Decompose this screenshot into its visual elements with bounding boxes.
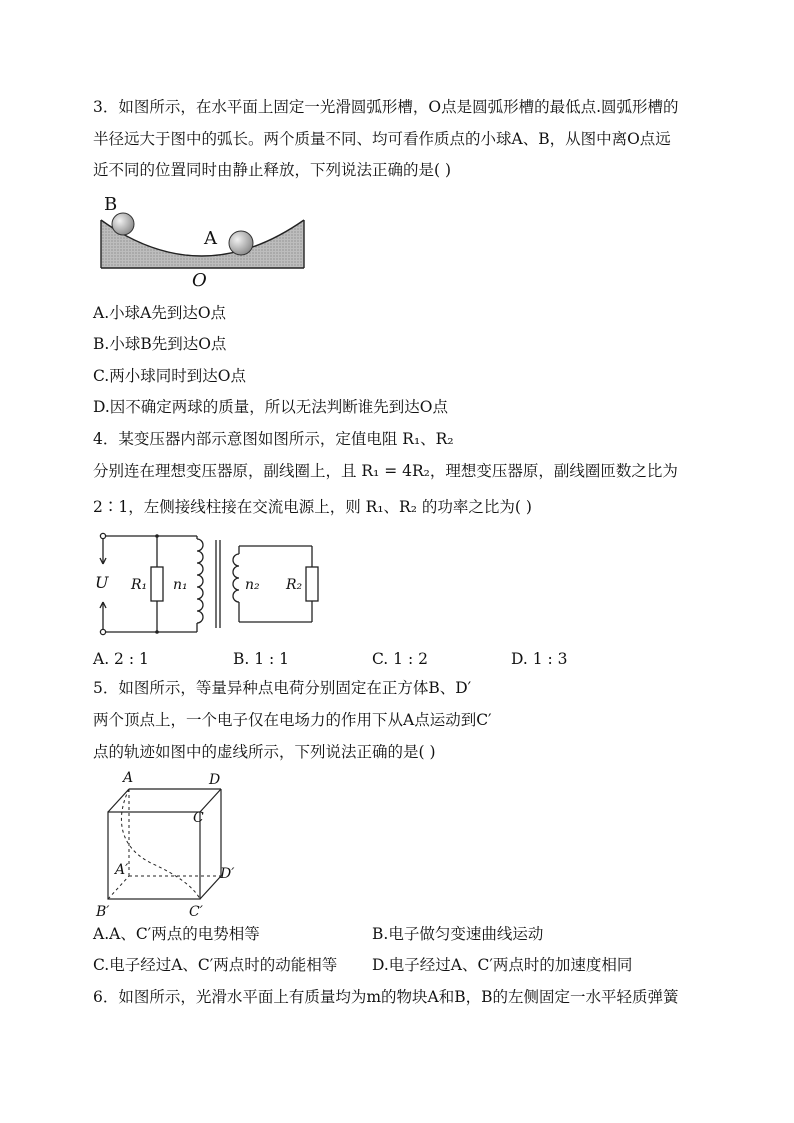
- q5-label-D: D: [209, 772, 221, 788]
- q5-stem-line-1: 5．如图所示，等量异种点电荷分别固定在正方体B、D′: [93, 679, 472, 697]
- q4-label-U: U: [95, 573, 109, 592]
- q3-label-A: A: [204, 228, 217, 249]
- q5-stem-line-2: 两个顶点上，一个电子仅在电场力的作用下从A点运动到C′: [93, 711, 492, 729]
- q5-label-A: A: [123, 770, 134, 786]
- q3-option-c: C.两小球同时到达O点: [93, 367, 246, 385]
- q5-label-B-prime: B′: [96, 904, 110, 920]
- q5-option-b: B.电子做匀变速曲线运动: [372, 925, 544, 943]
- q4-stem-line-1: 4．某变压器内部示意图如图所示，定值电阻 R₁、R₂: [93, 430, 454, 448]
- q4-stem-line-3: 2∶1，左侧接线柱接在交流电源上，则 R₁、R₂ 的功率之比为( ): [93, 498, 532, 516]
- q4-option-a: A. 2 : 1: [93, 650, 149, 668]
- q5-stem-line-3: 点的轨迹如图中的虚线所示，下列说法正确的是( ): [93, 743, 436, 761]
- q4-stem-line-2: 分别连在理想变压器原，副线圈上，且 R₁ = 4R₂，理想变压器原，副线圈匝数之比为: [93, 462, 678, 480]
- q4-label-R2: R₂: [286, 577, 303, 593]
- q5-label-D-prime: D′: [220, 866, 235, 882]
- q3-stem-line-3: 近不同的位置同时由静止释放，下列说法正确的是( ): [93, 161, 452, 179]
- q3-stem-line-1: 3．如图所示，在水平面上固定一光滑圆弧形槽，O点是圆弧形槽的最低点.圆弧形槽的: [93, 98, 679, 116]
- q3-label-B: B: [104, 194, 118, 215]
- q3-option-d: D.因不确定两球的质量，所以无法判断谁先到达O点: [93, 398, 449, 416]
- q6-stem-line-1: 6．如图所示，光滑水平面上有质量均为m的物块A和B，B的左侧固定一水平轻质弹簧: [93, 988, 679, 1006]
- q4-figure-transformer-circuit: [93, 530, 325, 640]
- q3-option-a: A.小球A先到达O点: [93, 304, 227, 322]
- q5-option-c: C.电子经过A、C′两点时的动能相等: [93, 956, 338, 974]
- q5-label-C-prime: C′: [189, 904, 203, 920]
- q3-label-O: O: [192, 270, 207, 291]
- q5-option-a: A.A、C′两点的电势相等: [93, 925, 260, 943]
- q5-label-C: C: [193, 810, 204, 826]
- q3-stem-line-2: 半径远大于图中的弧长。两个质量不同、均可看作质点的小球A、B，从图中离O点远: [93, 130, 671, 148]
- q4-option-d: D. 1 : 3: [511, 650, 568, 668]
- q4-option-b: B. 1 : 1: [233, 650, 290, 668]
- q5-option-d: D.电子经过A、C′两点时的加速度相同: [372, 956, 633, 974]
- q4-label-R1: R₁: [131, 577, 148, 593]
- q3-figure-arc-groove: [96, 192, 306, 291]
- q3-option-b: B.小球B先到达O点: [93, 335, 227, 353]
- q5-figure-cube: [93, 768, 253, 920]
- q4-label-n1: n₁: [173, 577, 188, 593]
- q4-label-n2: n₂: [245, 577, 260, 593]
- q5-label-A-prime: A′: [115, 862, 129, 878]
- q4-option-c: C. 1 : 2: [372, 650, 428, 668]
